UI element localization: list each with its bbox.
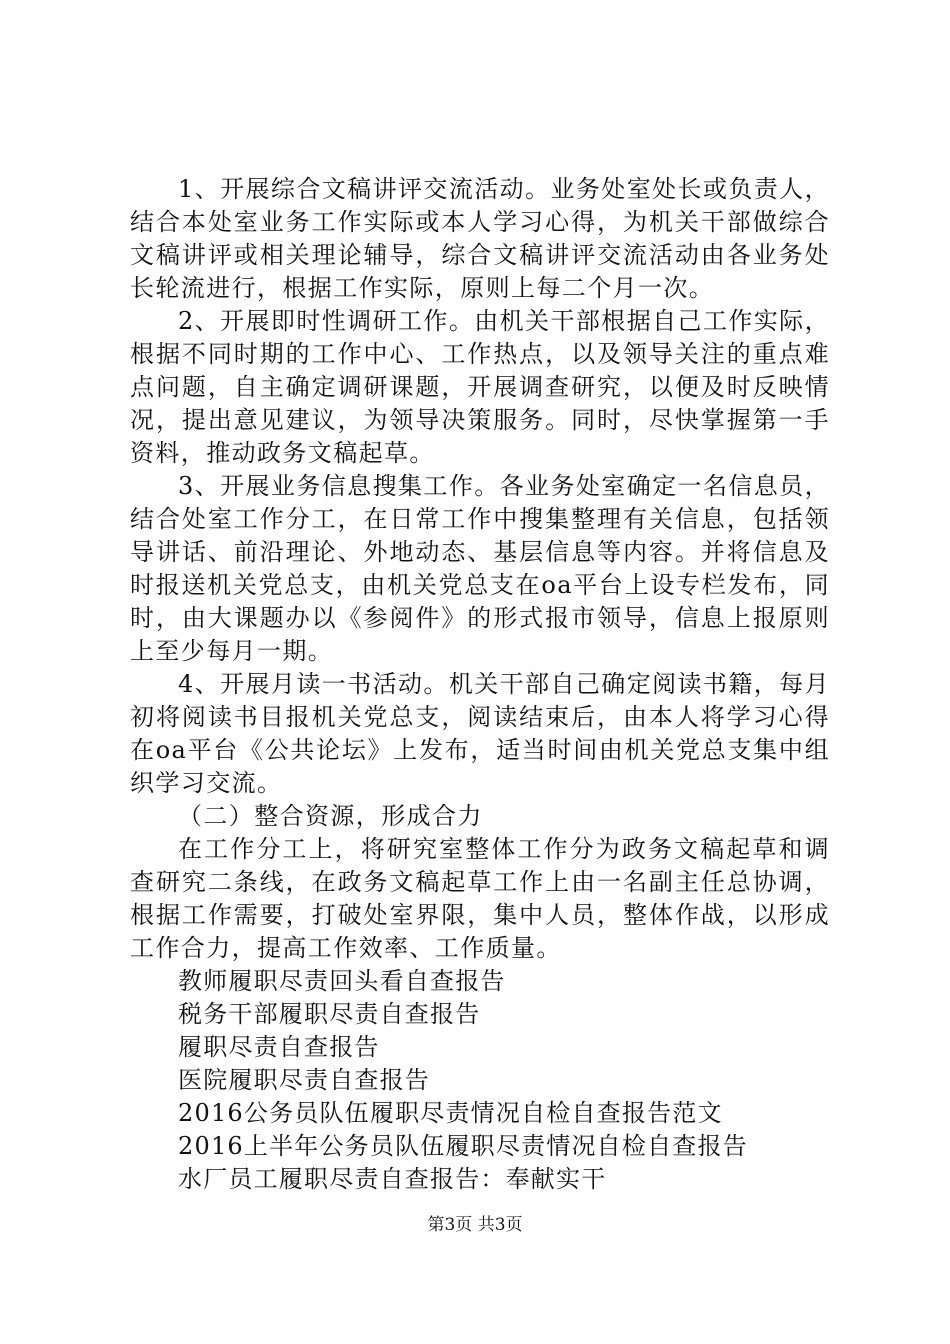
paragraph-3: 3、开展业务信息搜集工作。各业务处室确定一名信息员，结合处室工作分工，在日常工作中搜集整理有关信息，包括领导讲话、前沿理论、外地动态、基层信息等内容。并将信息及时报送机关党总支，由机关党总支在oa平台上设专栏发布，同时，由大课题办以《参阅件》的形式报市领导，信息上报原则上至少每月一期。: [130, 472, 830, 665]
page-footer: 第3页 共3页: [427, 1215, 523, 1235]
related-link[interactable]: 教师履职尽责回头看自查报告: [178, 967, 506, 995]
document-body: [130, 173, 830, 1196]
related-links-list: [130, 965, 830, 1196]
related-link[interactable]: 履职尽责自查报告: [178, 1033, 380, 1061]
paragraph-4: 4、开展月读一书活动。机关干部自己确定阅读书籍，每月初将阅读书目报机关党总支，阅读结束后，由本人将学习心得在oa平台《公共论坛》上发布，适当时间由机关党总支集中组织学习交流。: [130, 670, 830, 797]
related-link[interactable]: 税务干部履职尽责自查报告: [178, 1000, 481, 1028]
paragraph-2: 2、开展即时性调研工作。由机关干部根据自己工作实际，根据不同时期的工作中心、工作热点，以及领导关注的重点难点问题，自主确定调研课题，开展调查研究，以便及时反映情况，提出意见建议，为领导决策服务。同时，尽快掌握第一手资料，推动政务文稿起草。: [130, 307, 830, 467]
related-link[interactable]: 2016公务员队伍履职尽责情况自检自查报告范文: [178, 1099, 723, 1127]
section-heading: （二）整合资源，形成合力: [178, 802, 483, 830]
related-link[interactable]: 2016上半年公务员队伍履职尽责情况自检自查报告: [178, 1132, 748, 1160]
related-link[interactable]: 水厂员工履职尽责自查报告：奉献实干: [178, 1165, 607, 1193]
related-link[interactable]: 医院履职尽责自查报告: [178, 1066, 430, 1094]
section-paragraph: 在工作分工上，将研究室整体工作分为政务文稿起草和调查研究二条线，在政务文稿起草工作上由一名副主任总协调，根据工作需要，打破处室界限，集中人员，整体作战，以形成工作合力，提高工作效率、工作质量。: [130, 835, 830, 962]
paragraph-1: 1、开展综合文稿讲评交流活动。业务处室处长或负责人，结合本处室业务工作实际或本人学习心得，为机关干部做综合文稿讲评或相关理论辅导，综合文稿讲评交流活动由各业务处长轮流进行，根据工作实际，原则上每二个月一次。: [130, 175, 830, 302]
